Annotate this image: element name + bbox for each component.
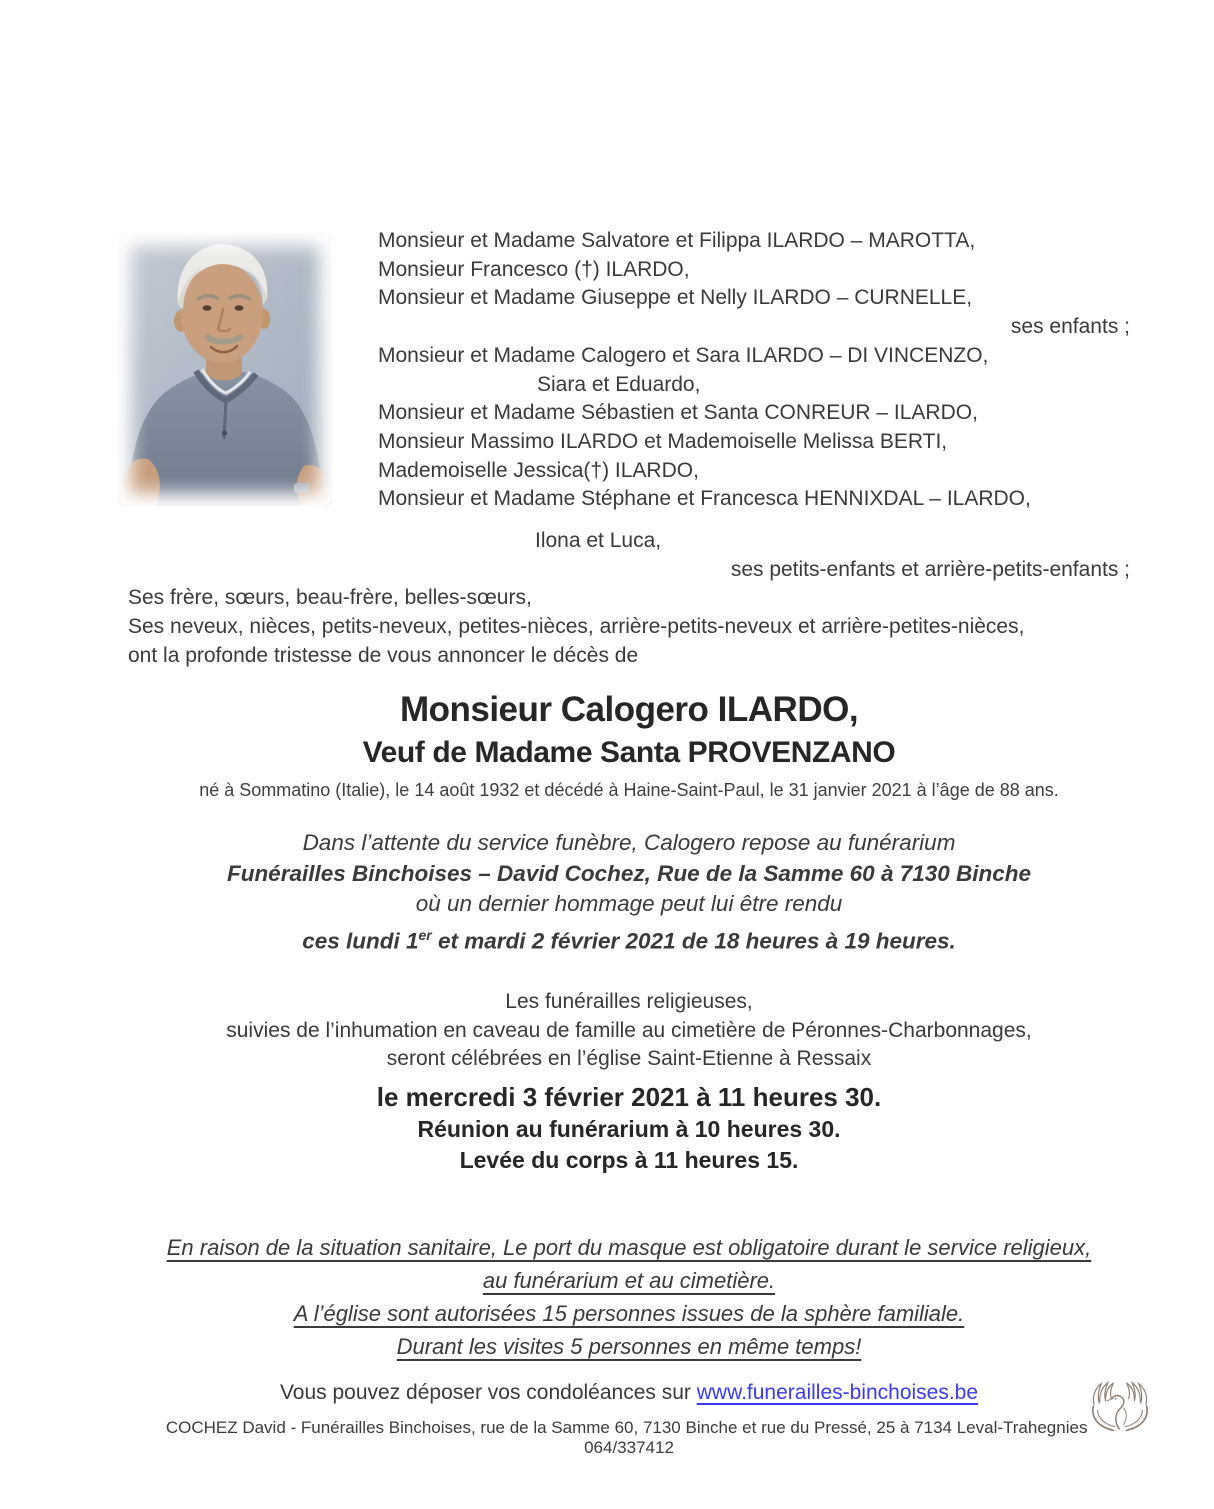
ceremony-line-3: seront célébrées en l’église Saint-Etienne à Ressaix (386, 1047, 872, 1071)
covid-line-1-text: En raison de la situation sanitaire, Le port du masque est obligatoire durant le service religieux, (166, 1235, 1092, 1260)
viewing-dates-suffix: et mardi 2 février 2021 de 18 heures à 19 heures. (431, 928, 956, 954)
family-line-grandchildren-2: Siara et Eduardo, (537, 372, 701, 396)
family-line-children-3: Monsieur et Madame Giuseppe et Nelly ILARDO – CURNELLE, (378, 286, 973, 310)
viewing-dates-line (128, 920, 1130, 957)
covid-line-1 (128, 1231, 1130, 1264)
ceremony-date-line: le mercredi 3 février 2021 à 11 heures 30. (376, 1081, 882, 1112)
condolences-line (128, 1381, 1130, 1405)
family-line-grandchildren-7: Ilona et Luca, (535, 529, 662, 553)
family-line-siblings: Ses frère, sœurs, beau-frère, belles-sœurs, (128, 586, 532, 610)
covid-line-4-text: Durant les visites 5 personnes en même temps! (396, 1334, 862, 1359)
covid-line-4 (128, 1330, 1130, 1363)
family-line-grandchildren-5: Mademoiselle Jessica(†) ILARDO, (378, 458, 699, 482)
birth-death-line: né à Sommatino (Italie), le 14 août 1932 et décédé à Haine-Saint-Paul, le 31 janvier 2021 à l’âge de 88 ans. (199, 780, 1059, 800)
covid-line-2-text: au funérarium et au cimetière. (482, 1268, 776, 1293)
family-line-grandchildren-3: Monsieur et Madame Sébastien et Santa CONREUR – ILARDO, (378, 401, 978, 425)
funeral-home-contact-line: COCHEZ David - Funérailles Binchoises, rue de la Samme 60, 7130 Binche et rue du Pressé, 25 à 7134 Leval-Trahegnies 064/337412 (165, 1418, 1093, 1457)
family-line-nephews: Ses neveux, nièces, petits-neveux, petites-nièces, arrière-petits-neveux et arrière-petites-nièces, (128, 615, 1025, 639)
family-line-children-2: Monsieur Francesco (†) ILARDO, (378, 257, 690, 281)
ceremony-departure-line: Levée du corps à 11 heures 15. (459, 1147, 799, 1174)
viewing-info-block (128, 828, 1130, 957)
condolences-text: Vous pouvez déposer vos condoléances sur (279, 1381, 697, 1404)
dove-wings-logo-icon (1084, 1380, 1156, 1439)
family-line-children-1: Monsieur et Madame Salvatore et Filippa ILARDO – MAROTTA, (378, 229, 976, 252)
family-list (128, 227, 1130, 671)
viewing-line-3: où un dernier hommage peut lui être rendu (415, 891, 843, 917)
family-line-grandchildren-4: Monsieur Massimo ILARDO et Mademoiselle Melissa BERTI, (378, 429, 948, 453)
covid-line-3 (128, 1297, 1130, 1330)
ceremony-line-1: Les funérailles religieuses, (505, 990, 753, 1013)
funeral-home-address-line: Funérailles Binchoises – David Cochez, Rue de la Samme 60 à 7130 Binche (226, 860, 1032, 886)
family-line-grandchildren-1: Monsieur et Madame Calogero et Sara ILARDO – DI VINCENZO, (378, 343, 989, 367)
viewing-line-1: Dans l’attente du service funèbre, Calogero repose au funérarium (302, 830, 956, 855)
deceased-spouse-title: Veuf de Madame Santa PROVENZANO (362, 736, 896, 769)
grandchildren-label: ses petits-enfants et arrière-petits-enfants ; (730, 557, 1130, 581)
viewing-dates-ordinal: er (418, 926, 432, 943)
viewing-dates-prefix: ces lundi 1 (302, 928, 419, 954)
covid-line-3-text: A l’église sont autorisées 15 personnes issues de la sphère familiale. (293, 1301, 965, 1326)
children-label: ses enfants ; (1010, 315, 1130, 339)
announcement-lead-line: ont la profonde tristesse de vous annoncer le décès de (128, 643, 639, 667)
ceremony-meeting-line: Réunion au funérarium à 10 heures 30. (417, 1115, 841, 1142)
covid-line-2 (128, 1264, 1130, 1297)
ceremony-info-block (128, 988, 1130, 1177)
deceased-name-title: Monsieur Calogero ILARDO, (399, 690, 859, 729)
covid-notice-block (128, 1231, 1130, 1363)
ceremony-line-2: suivies de l’inhumation en caveau de famille au cimetière de Péronnes-Charbonnages, (226, 1018, 1032, 1042)
family-line-grandchildren-6: Monsieur et Madame Stéphane et Francesca HENNIXDAL – ILARDO, (378, 487, 1031, 511)
condolences-website-link[interactable]: www.funerailles-binchoises.be (696, 1381, 979, 1404)
